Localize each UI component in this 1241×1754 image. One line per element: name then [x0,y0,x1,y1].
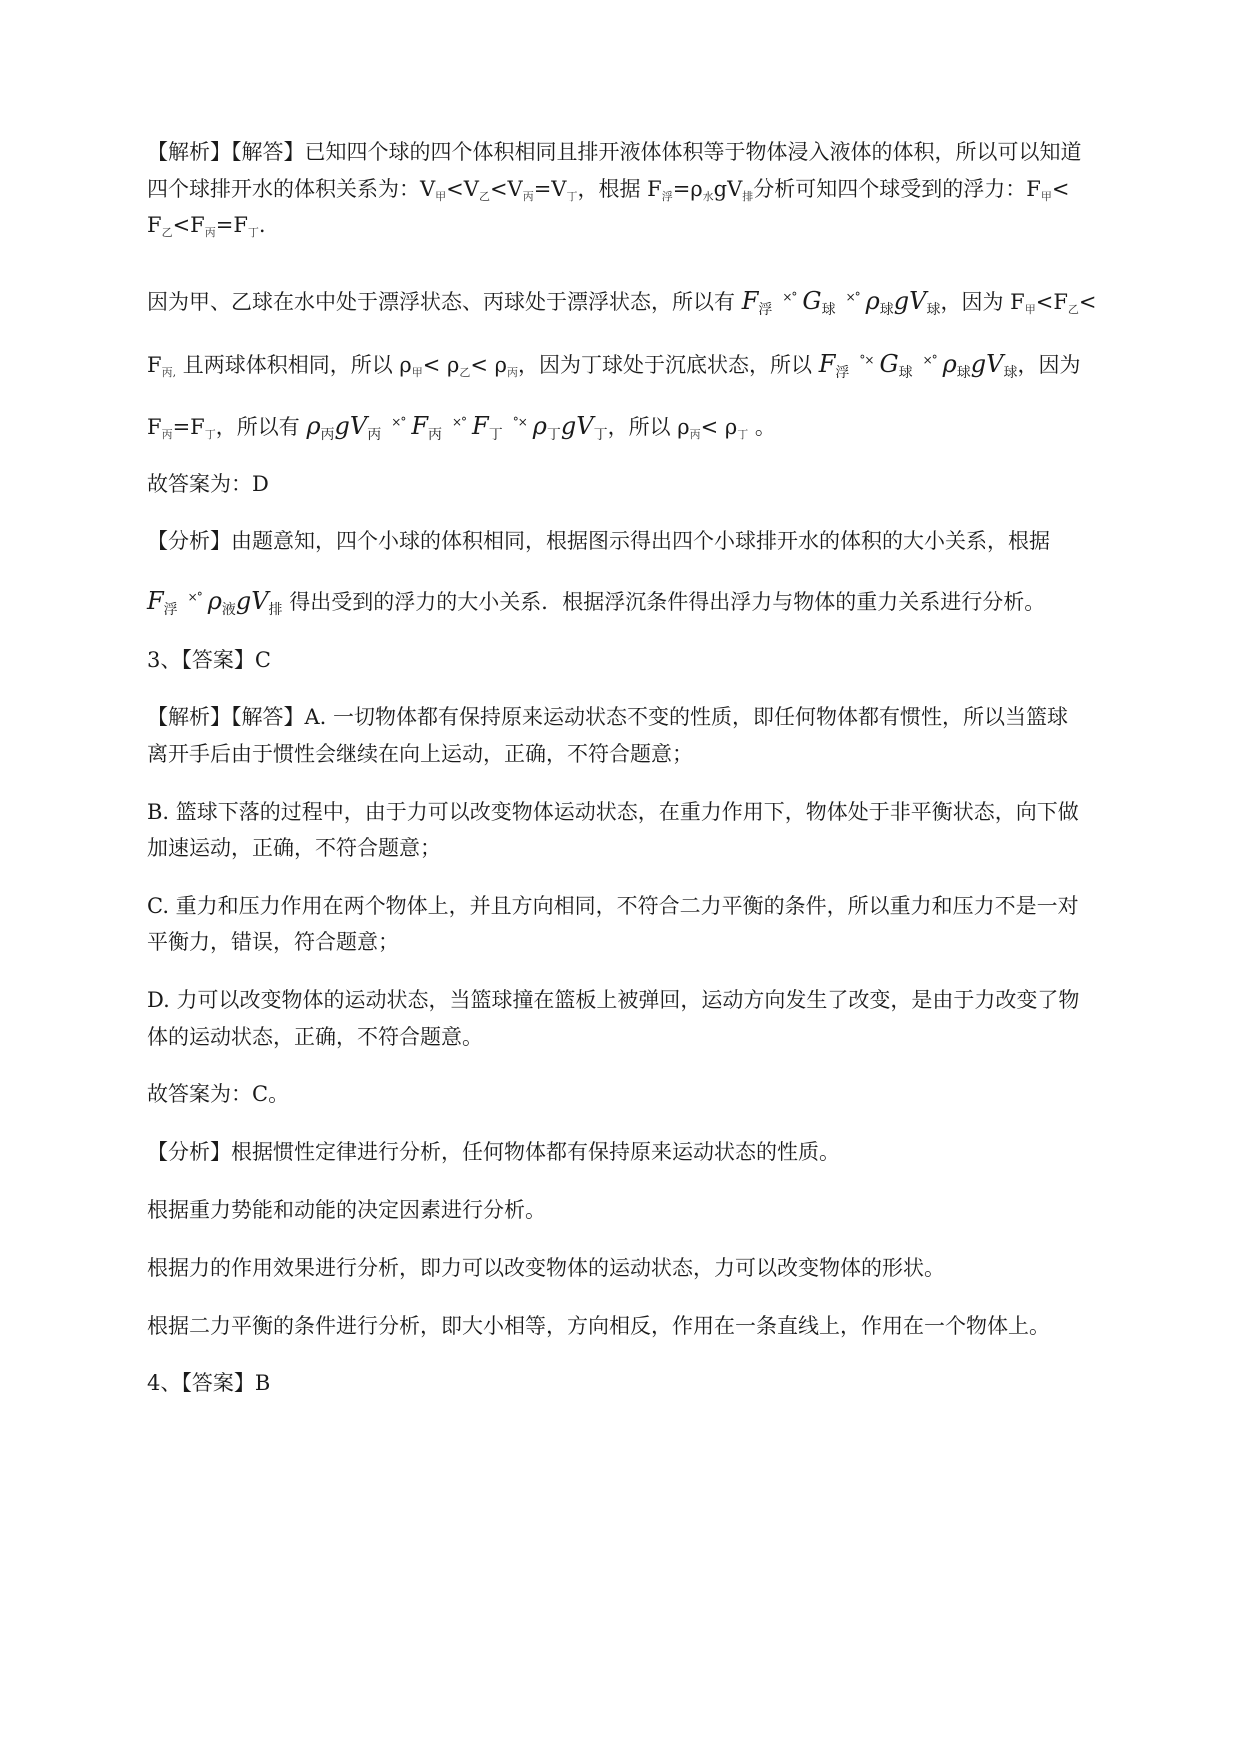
text-run: gV [713,177,743,201]
q3-option-a-line-1: 【解析】【解答】A. 一切物体都有保持原来运动状态不变的性质，即任何物体都有惯性，所以当篮球 [147,705,1069,729]
subscript: 甲 [411,366,423,379]
text-run: 分析可知四个球受到的浮力：F [753,177,1041,201]
explanation-line-6 [147,407,1147,450]
explanation-line-4 [147,282,1147,325]
formula-buoyancy-sink: $F_浮^{^\circ\times}$ $G_球^{\times^\circ}$ $\rho_球gV_球$ [818,350,1018,381]
q3-option-d-line-2: 体的运动状态，正确，不符合题意。 [147,1025,483,1049]
subscript: 浮 [661,190,673,203]
q3-option-a-line-2: 离开手后由于惯性会继续在向上运动，正确，不符合题意； [147,742,693,766]
explanation-line-3 [147,210,1147,248]
subscript: 甲 [435,190,447,203]
text-run: < [1051,177,1070,201]
text-run: <F [1035,290,1068,314]
subscript: 丙 [689,428,701,441]
text-run: =V [533,177,567,201]
text-run: 且两球体积相同，所以 ρ [176,353,412,377]
explanation-line-2 [147,174,1147,212]
text-run: < ρ [422,353,460,377]
text-run: =F [172,415,205,439]
text-run: =F [215,213,248,237]
q3-answer-header: 3、【答案】C [147,648,271,672]
subscript: 丁 [566,190,578,203]
q3-option-d-line-1: D. 力可以改变物体的运动状态，当篮球撞在篮板上被弹回，运动方向发生了改变，是由于力改变了物 [147,988,1080,1012]
subscript: 水 [702,190,714,203]
q3-option-c-line-2: 平衡力，错误，符合题意； [147,930,399,954]
text-run: < ρ [470,353,508,377]
analysis-line-2 [147,582,1147,625]
explanation-line-1: 【解析】【解答】已知四个球的四个体积相同且排开液体体积等于物体浸入液体的体积，所以可以知道 [147,140,1082,164]
text-run: 因为甲、乙球在水中处于漂浮状态、丙球处于漂浮状态，所以有 [147,290,735,314]
q3-option-c-line-1: C. 重力和压力作用在两个物体上，并且方向相同，不符合二力平衡的条件，所以重力和压力不是一对 [147,894,1079,918]
subscript: 乙 [459,366,471,379]
text-run: <V [446,177,479,201]
text-run: ，所以 ρ [607,415,690,439]
q3-analysis-3: 根据力的作用效果进行分析，即力可以改变物体的运动状态，力可以改变物体的形状。 [147,1256,945,1280]
text-run: ，因为丁球处于沉底状态，所以 [518,353,813,377]
subscript: 乙 [1067,303,1079,316]
text-run: F [147,415,162,439]
text-run: ，根据 F [577,177,662,201]
text-run: F [147,213,162,237]
text-run: <V [489,177,523,201]
formula-buoyancy-float: $F_浮^{\times^\circ}$ $G_球^{\times^\circ}$ $\rho_球gV_球$ [741,287,941,318]
subscript: 丁 [737,428,749,441]
text-run: ，因为 F [940,290,1025,314]
subscript: 丙 [522,190,534,203]
subscript: 丁 [204,428,216,441]
subscript: 丙 [507,366,519,379]
text-run: < [1078,290,1097,314]
text-run: 四个球排开水的体积关系为：V [147,177,436,201]
subscript: 丙, [161,366,177,379]
explanation-line-5 [147,345,1147,388]
subscript: 甲 [1024,303,1036,316]
text-run: ，因为 [1017,353,1081,377]
q4-answer-header: 4、【答案】B [147,1371,271,1395]
subscript: 丙 [204,226,216,239]
analysis-line-1: 【分析】由题意知，四个小球的体积相同，根据图示得出四个小球排开水的体积的大小关系，根据 [147,529,1050,553]
text-run: 。 [748,415,776,439]
subscript: 丙 [161,428,173,441]
subscript: 乙 [161,226,173,239]
subscript: 乙 [478,190,490,203]
text-run: F [147,353,162,377]
q3-answer: 故答案为：C。 [147,1082,290,1106]
q3-option-b-line-1: B. 篮球下落的过程中，由于力可以改变物体运动状态，在重力作用下，物体处于非平衡状态，向下做 [147,800,1079,824]
formula-density-relation: $\rho_丙gV_丙^{\times^\circ}$ $F_丙^{\times^\circ}$ $F_丁^{^\circ\times}$ $\rho_丁gV_丁$ [306,412,608,443]
text-run: . [258,213,266,237]
text-run: =ρ [672,177,703,201]
q3-analysis-4: 根据二力平衡的条件进行分析，即大小相等，方向相反，作用在一条直线上，作用在一个物体上。 [147,1314,1050,1338]
subscript: 甲 [1040,190,1052,203]
text-run: 得出受到的浮力的大小关系．根据浮沉条件得出浮力与物体的重力关系进行分析。 [289,590,1046,614]
formula-archimedes: $F_浮^{\times^\circ}$ $\rho_液gV_排$ [147,587,283,618]
text-run: <F [172,213,205,237]
subscript: 丁 [247,226,259,239]
text-run: ，所以有 [215,415,300,439]
q3-option-b-line-2: 加速运动，正确，不符合题意； [147,836,441,860]
q3-analysis-2: 根据重力势能和动能的决定因素进行分析。 [147,1198,546,1222]
answer-line-q2: 故答案为：D [147,472,269,496]
subscript: 排 [742,190,754,203]
text-run: < ρ [700,415,738,439]
q3-analysis-1: 【分析】根据惯性定律进行分析，任何物体都有保持原来运动状态的性质。 [147,1140,840,1164]
